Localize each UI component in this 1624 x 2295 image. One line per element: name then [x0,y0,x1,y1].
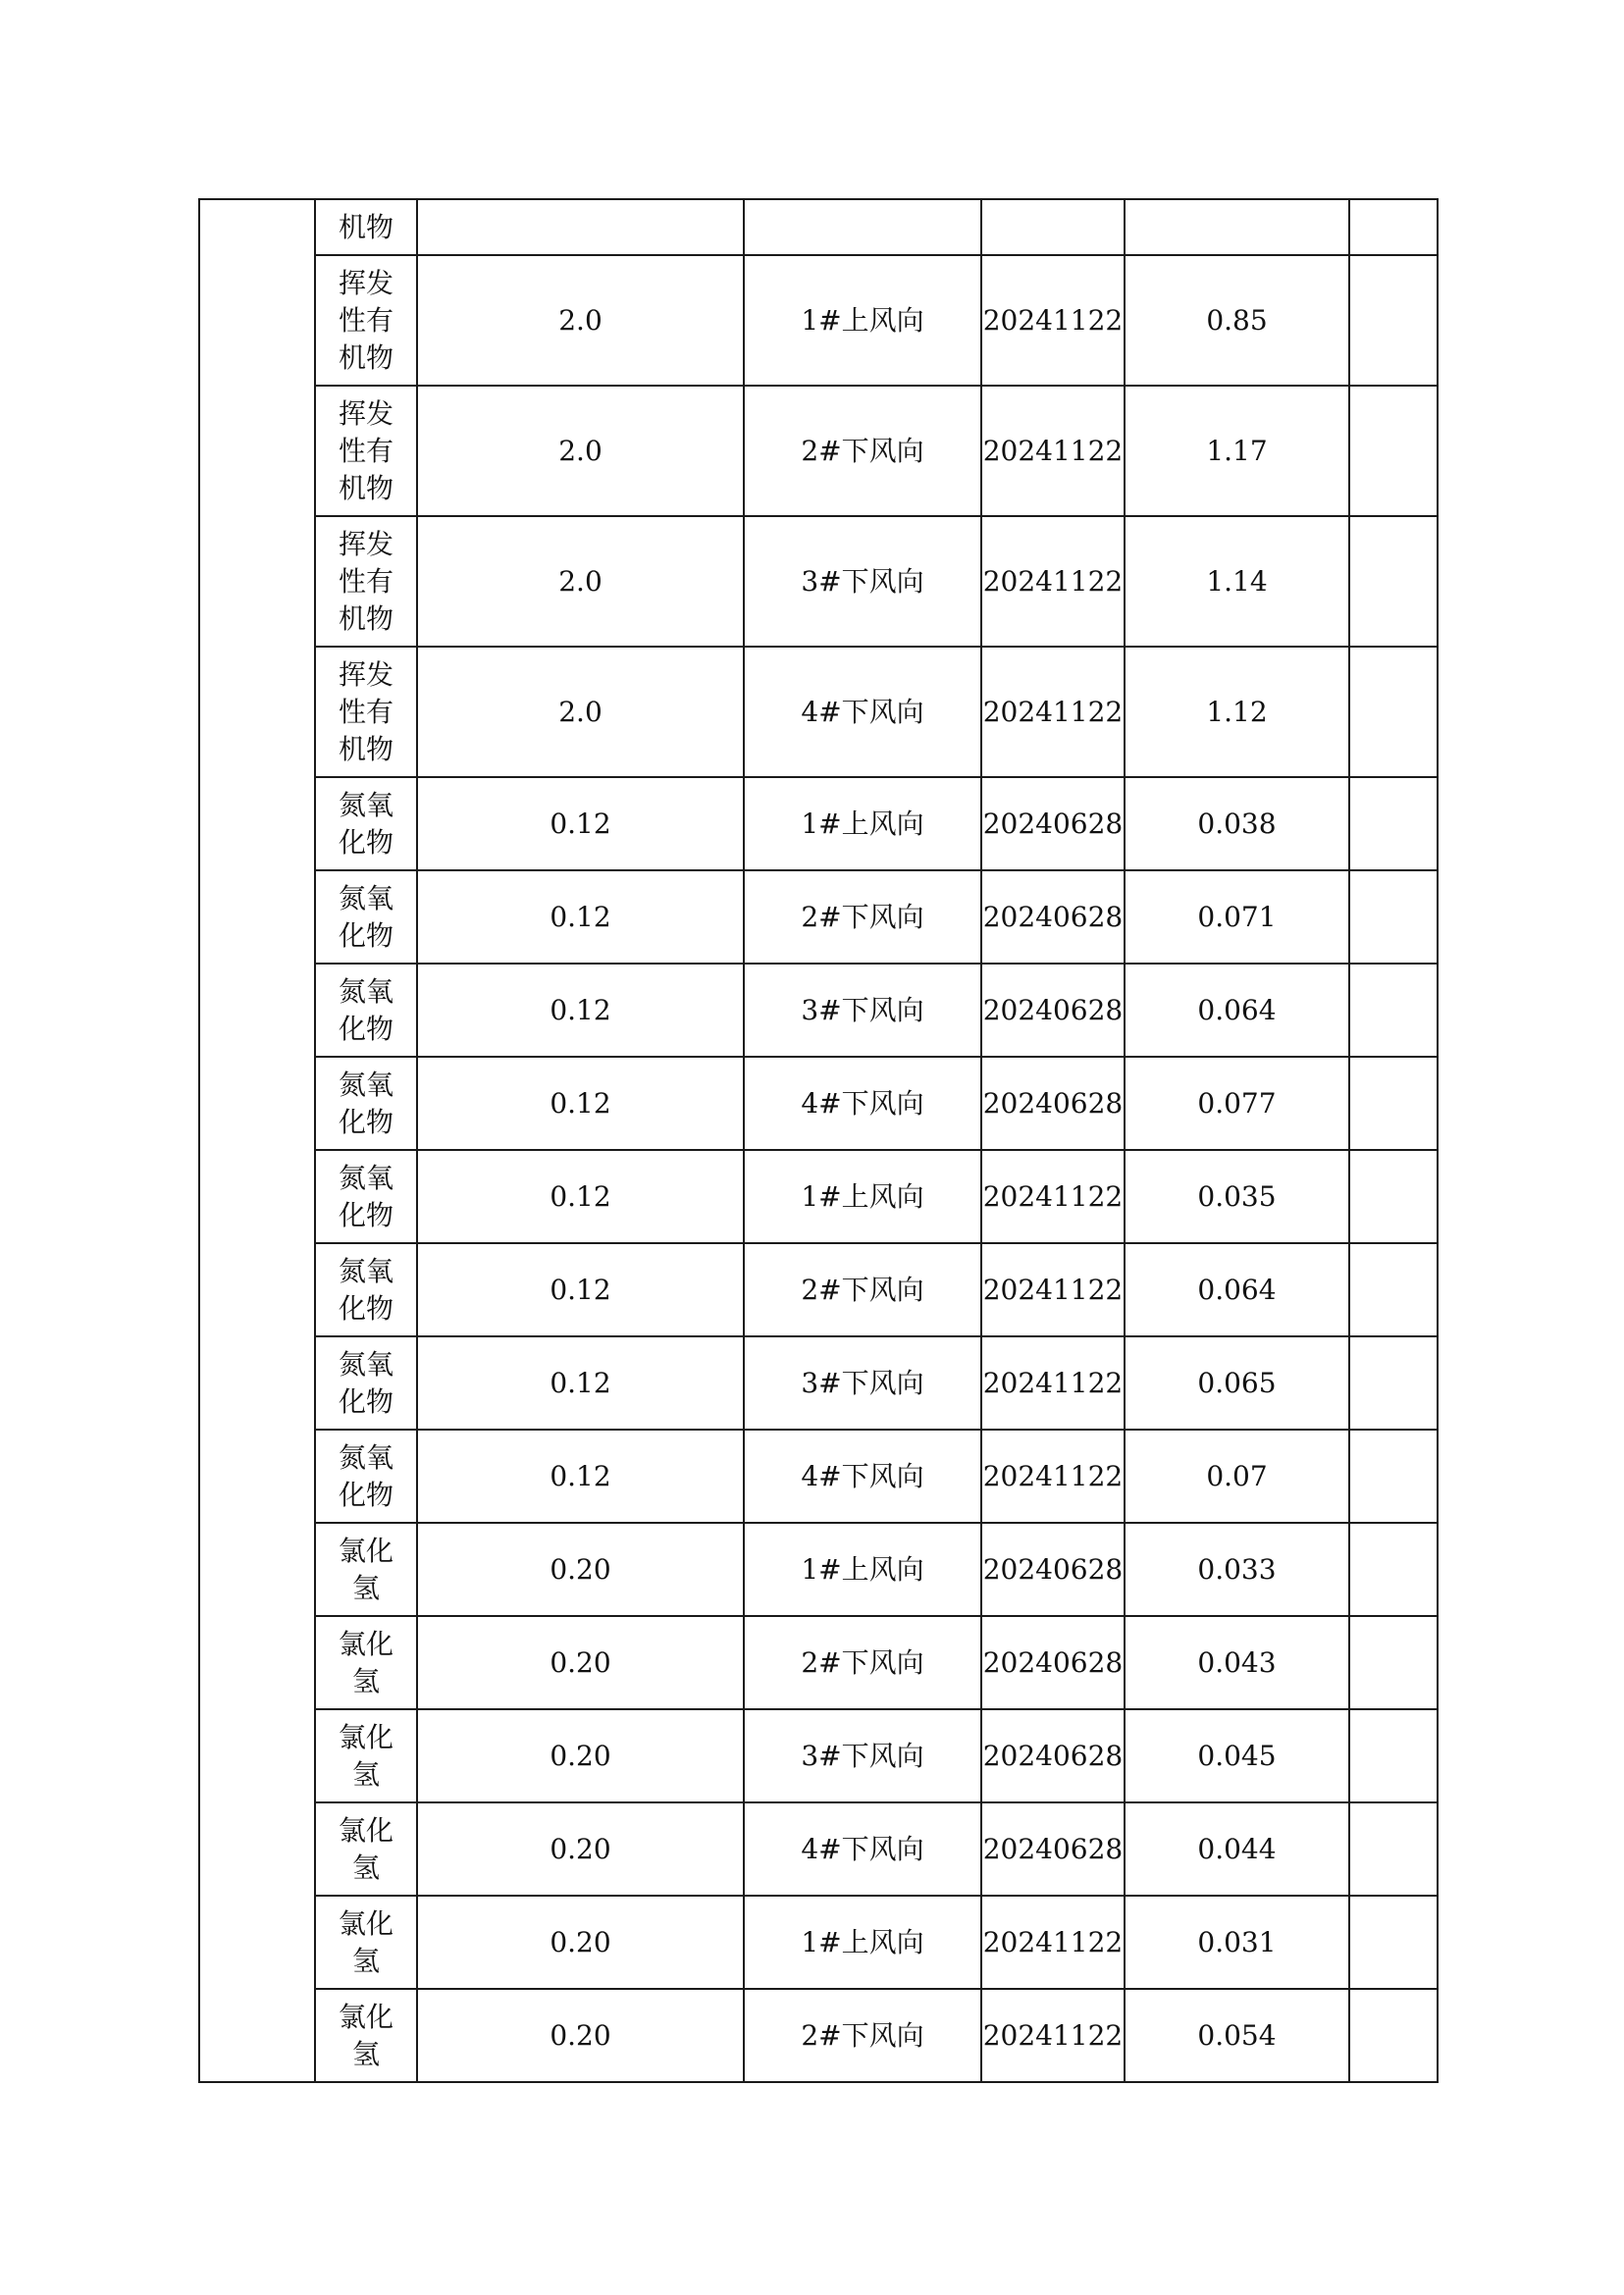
pollutant-item-cell: 氯化氢 [315,1896,417,1989]
limit-cell: 0.20 [417,1896,744,1989]
location-cell: 4#下风向 [744,1057,981,1150]
limit-cell: 0.12 [417,1243,744,1336]
pollutant-item-cell: 氯化氢 [315,1523,417,1616]
result-cell: 0.077 [1125,1057,1349,1150]
pollutant-item-cell: 氮氧化物 [315,1243,417,1336]
table-row [199,516,1438,647]
date-cell: 20241122 [981,1336,1125,1430]
note-cell [1349,1802,1438,1896]
result-cell: 1.14 [1125,516,1349,647]
table-row [199,964,1438,1057]
table-row [199,1709,1438,1802]
pollutant-item-cell: 氮氧化物 [315,777,417,870]
limit-cell: 2.0 [417,255,744,386]
pollutant-item-cell: 氮氧化物 [315,1430,417,1523]
date-cell: 20241122 [981,255,1125,386]
limit-cell: 0.12 [417,964,744,1057]
limit-cell: 0.12 [417,1430,744,1523]
table-body [199,199,1438,2082]
location-cell: 4#下风向 [744,1802,981,1896]
result-cell: 0.071 [1125,870,1349,964]
result-cell: 0.035 [1125,1150,1349,1243]
location-cell: 1#上风向 [744,777,981,870]
date-cell: 20241122 [981,647,1125,777]
date-cell: 20241122 [981,1150,1125,1243]
note-cell [1349,1989,1438,2082]
result-cell: 0.044 [1125,1802,1349,1896]
limit-cell: 0.20 [417,1989,744,2082]
location-cell: 1#上风向 [744,1523,981,1616]
pollutant-item-cell: 氯化氢 [315,1989,417,2082]
result-cell: 0.031 [1125,1896,1349,1989]
table-row [199,1616,1438,1709]
limit-cell: 0.20 [417,1523,744,1616]
date-cell: 20241122 [981,386,1125,516]
result-cell [1125,199,1349,255]
pollutant-item-cell: 氯化氢 [315,1709,417,1802]
result-cell: 0.038 [1125,777,1349,870]
date-cell [981,199,1125,255]
note-cell [1349,777,1438,870]
note-cell [1349,1243,1438,1336]
pollutant-item-cell: 氮氧化物 [315,1336,417,1430]
table-row [199,1989,1438,2082]
table-row [199,255,1438,386]
limit-cell: 2.0 [417,386,744,516]
pollutant-item-cell: 挥发性有机物 [315,647,417,777]
result-cell: 0.033 [1125,1523,1349,1616]
result-cell: 1.17 [1125,386,1349,516]
table-row [199,777,1438,870]
date-cell: 20241122 [981,1243,1125,1336]
note-cell [1349,255,1438,386]
note-cell [1349,964,1438,1057]
table-row [199,1057,1438,1150]
note-cell [1349,1896,1438,1989]
limit-cell: 0.20 [417,1709,744,1802]
result-cell: 0.045 [1125,1709,1349,1802]
limit-cell: 0.20 [417,1616,744,1709]
note-cell [1349,647,1438,777]
date-cell: 20241122 [981,1430,1125,1523]
location-cell [744,199,981,255]
pollutant-item-cell: 氮氧化物 [315,870,417,964]
table-row [199,1523,1438,1616]
limit-cell: 2.0 [417,647,744,777]
result-cell: 1.12 [1125,647,1349,777]
note-cell [1349,1616,1438,1709]
pollutant-item-cell: 挥发性有机物 [315,516,417,647]
pollutant-item-cell: 氯化氢 [315,1616,417,1709]
monitoring-results-table [198,198,1439,2083]
result-cell: 0.85 [1125,255,1349,386]
pollutant-item-cell: 氮氧化物 [315,964,417,1057]
pollutant-item-cell: 挥发性有机物 [315,255,417,386]
result-cell: 0.043 [1125,1616,1349,1709]
result-cell: 0.064 [1125,1243,1349,1336]
date-cell: 20240628 [981,1057,1125,1150]
location-cell: 2#下风向 [744,870,981,964]
date-cell: 20240628 [981,1616,1125,1709]
location-cell: 2#下风向 [744,386,981,516]
table-row [199,386,1438,516]
table-row [199,1336,1438,1430]
note-cell [1349,1336,1438,1430]
location-cell: 1#上风向 [744,1150,981,1243]
result-cell: 0.07 [1125,1430,1349,1523]
limit-cell: 0.12 [417,1057,744,1150]
location-cell: 1#上风向 [744,255,981,386]
table-row [199,1150,1438,1243]
location-cell: 3#下风向 [744,964,981,1057]
location-cell: 2#下风向 [744,1243,981,1336]
location-cell: 1#上风向 [744,1896,981,1989]
note-cell [1349,1150,1438,1243]
location-cell: 3#下风向 [744,1336,981,1430]
note-cell [1349,1430,1438,1523]
limit-cell: 0.12 [417,870,744,964]
date-cell: 20240628 [981,870,1125,964]
location-cell: 4#下风向 [744,1430,981,1523]
date-cell: 20241122 [981,516,1125,647]
note-cell [1349,386,1438,516]
date-cell: 20241122 [981,1896,1125,1989]
location-cell: 2#下风向 [744,1989,981,2082]
location-cell: 2#下风向 [744,1616,981,1709]
limit-cell [417,199,744,255]
pollutant-item-cell: 氯化氢 [315,1802,417,1896]
table-row [199,199,1438,255]
location-cell: 3#下风向 [744,516,981,647]
pollutant-item-cell: 氮氧化物 [315,1057,417,1150]
result-cell: 0.065 [1125,1336,1349,1430]
table-row [199,1430,1438,1523]
date-cell: 20241122 [981,1989,1125,2082]
location-cell: 4#下风向 [744,647,981,777]
table-row [199,870,1438,964]
date-cell: 20240628 [981,1802,1125,1896]
category-cell [199,199,315,2082]
note-cell [1349,1709,1438,1802]
date-cell: 20240628 [981,1523,1125,1616]
note-cell [1349,1057,1438,1150]
date-cell: 20240628 [981,964,1125,1057]
limit-cell: 2.0 [417,516,744,647]
pollutant-item-cell: 挥发性有机物 [315,386,417,516]
date-cell: 20240628 [981,1709,1125,1802]
date-cell: 20240628 [981,777,1125,870]
pollutant-item-cell: 氮氧化物 [315,1150,417,1243]
note-cell [1349,199,1438,255]
limit-cell: 0.20 [417,1802,744,1896]
note-cell [1349,516,1438,647]
note-cell [1349,870,1438,964]
note-cell [1349,1523,1438,1616]
table-row [199,1243,1438,1336]
result-cell: 0.054 [1125,1989,1349,2082]
result-cell: 0.064 [1125,964,1349,1057]
table-row [199,1896,1438,1989]
limit-cell: 0.12 [417,1336,744,1430]
location-cell: 3#下风向 [744,1709,981,1802]
table-row [199,647,1438,777]
limit-cell: 0.12 [417,777,744,870]
limit-cell: 0.12 [417,1150,744,1243]
table-row [199,1802,1438,1896]
pollutant-item-cell: 机物 [315,199,417,255]
